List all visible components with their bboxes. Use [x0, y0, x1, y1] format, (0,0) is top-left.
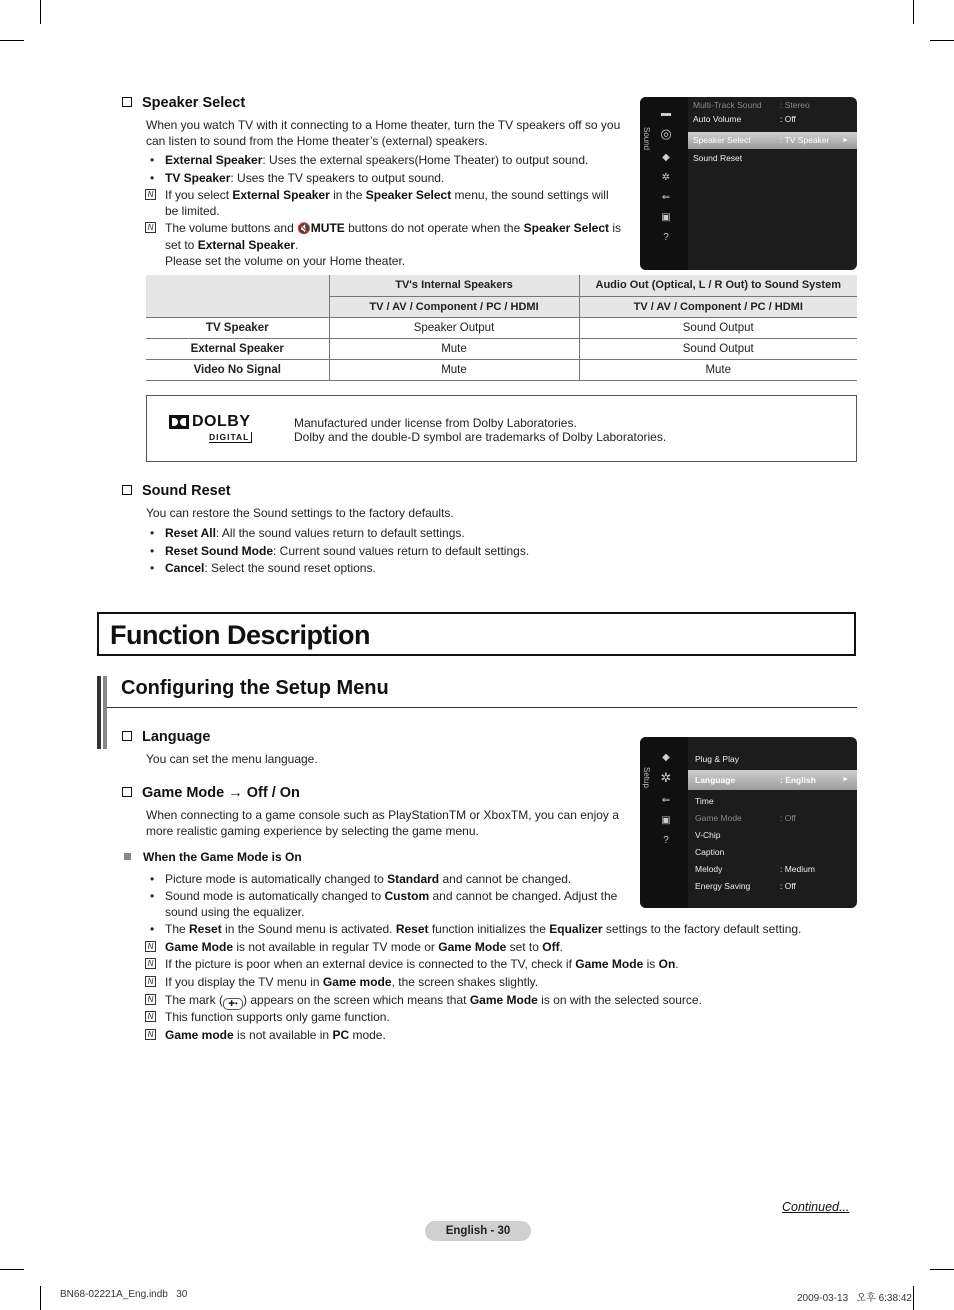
- application-icon: ▣: [661, 815, 671, 826]
- menu-row: Caption: [695, 847, 725, 857]
- note: N If you select External Speaker in the Speaker Select menu, the sound settings will be limited.: [165, 187, 635, 219]
- channel-icon: ◆: [662, 152, 670, 163]
- menu-side-label: Sound: [642, 127, 651, 151]
- list-item: • The Reset in the Sound menu is activated. Reset function initializes the Equalizer settings to the factory default setting.: [150, 922, 802, 936]
- page-title: Function Description: [110, 620, 370, 650]
- menu-row: Multi-Track Sound : Stereo: [693, 100, 810, 110]
- table-row: [146, 359, 857, 380]
- note-icon: N: [145, 1011, 156, 1022]
- section-bar: [103, 676, 107, 749]
- dolby-license-box: [146, 395, 857, 462]
- menu-row: Time: [695, 796, 714, 806]
- crop-mark: [0, 1269, 24, 1270]
- game-mode-intro: When connecting to a game console such as PlayStationTM or XboxTM, you can enjoy a more realistic gaming experience by selecting the game menu.: [146, 808, 619, 838]
- list-item: • Reset Sound Mode: Current sound values return to default settings.: [150, 544, 530, 558]
- mute-icon: 🔇: [297, 223, 311, 235]
- input-icon: ⇐: [661, 795, 671, 806]
- checkbox-icon: [122, 787, 132, 797]
- table-cell: Mute: [579, 359, 857, 380]
- note-icon: N: [145, 189, 156, 200]
- support-icon: ?: [663, 835, 669, 846]
- dolby-logo: [169, 413, 263, 443]
- checkbox-icon: [122, 485, 132, 495]
- section-underline: [107, 707, 857, 708]
- list-item: • Reset All: All the sound values return to default settings.: [150, 526, 465, 540]
- menu-sidebar: [640, 97, 688, 270]
- note-icon: N: [145, 1029, 156, 1040]
- crop-mark: [40, 1286, 41, 1310]
- menu-row-selected: Language : English ►: [688, 770, 857, 790]
- picture-icon: ▬: [661, 108, 671, 119]
- setup-icon: ✲: [660, 770, 672, 785]
- speaker-output-table: [146, 275, 857, 381]
- double-d-icon: [169, 415, 189, 429]
- crop-mark: [40, 0, 41, 24]
- game-mode-heading: Game Mode → Off / On: [122, 785, 300, 801]
- crop-mark: [930, 1269, 954, 1270]
- sound-reset-heading: Sound Reset: [122, 483, 231, 499]
- list-item: • TV Speaker: Uses the TV speakers to output sound.: [150, 171, 445, 185]
- arrow-right-icon: ►: [842, 776, 849, 783]
- note-icon: N: [145, 941, 156, 952]
- menu-row: Game Mode : Off: [695, 813, 796, 823]
- footer-file-info: BN68-02221A_Eng.indb 30: [60, 1289, 188, 1300]
- menu-row: Melody : Medium: [695, 864, 815, 874]
- note: N Game Mode is not available in regular TV mode or Game Mode set to Off.: [165, 939, 563, 955]
- menu-row: Plug & Play: [695, 754, 739, 764]
- table-row: [146, 317, 857, 338]
- dolby-logo-sub: DIGITAL: [209, 432, 252, 443]
- note: N Game mode is not available in PC mode.: [165, 1027, 386, 1043]
- speaker-select-intro: When you watch TV with it connecting to a Home theater, turn the TV speakers off so you can listen to sound from the Home theater’s (external) speakers.: [146, 118, 621, 148]
- dolby-logo-word: DOLBY: [192, 413, 251, 430]
- menu-row: Sound Reset: [693, 153, 743, 163]
- list-item: • External Speaker: Uses the external speakers(Home Theater) to output sound.: [150, 153, 589, 167]
- note-icon: N: [145, 976, 156, 987]
- game-mode-subheading: When the Game Mode is On: [124, 850, 302, 864]
- note: N This function supports only game function.: [165, 1009, 390, 1025]
- sound-reset-intro: You can restore the Sound settings to the factory defaults.: [146, 506, 454, 520]
- gamepad-icon: ✚•: [223, 998, 243, 1010]
- note: N The volume buttons and 🔇MUTE buttons do not operate when the Speaker Select is set to External Speaker. Please set the volume on your Home theater.: [165, 220, 635, 269]
- channel-icon: ◆: [662, 752, 670, 763]
- application-icon: ▣: [661, 212, 671, 223]
- setup-menu-screenshot: [640, 737, 857, 908]
- note: N The mark ( ✚• ) appears on the screen which means that Game Mode is on with the selected source.: [165, 992, 702, 1010]
- setup-icon: ✲: [661, 172, 671, 183]
- menu-sidebar: [640, 737, 688, 908]
- checkbox-icon: [122, 97, 132, 107]
- note-icon: N: [145, 994, 156, 1005]
- table-cell: Mute: [329, 338, 579, 359]
- menu-row: Auto Volume : Off: [693, 114, 796, 124]
- page-number: English - 30: [425, 1221, 531, 1241]
- footer-timestamp: 2009-03-13 오후 6:38:42: [797, 1293, 912, 1304]
- table-cell: Sound Output: [579, 338, 857, 359]
- section-title: Configuring the Setup Menu: [121, 677, 389, 699]
- list-item: • Cancel: Select the sound reset options.: [150, 561, 376, 575]
- square-bullet-icon: [124, 853, 131, 860]
- crop-mark: [0, 40, 24, 41]
- table-row-label: External Speaker: [146, 338, 329, 359]
- table-header: Audio Out (Optical, L / R Out) to Sound System: [579, 275, 857, 296]
- sound-icon: ◎: [660, 126, 672, 141]
- list-item: • Sound mode is automatically changed to Custom and cannot be changed. Adjust the sound using the equalizer.: [150, 889, 618, 919]
- table-row: [146, 338, 857, 359]
- support-icon: ?: [663, 232, 669, 243]
- table-row-label: TV Speaker: [146, 317, 329, 338]
- note-icon: N: [145, 222, 156, 233]
- note-icon: N: [145, 958, 156, 969]
- table-header: TV's Internal Speakers: [329, 275, 579, 296]
- sound-menu-screenshot: [640, 97, 857, 270]
- table-cell: Speaker Output: [329, 317, 579, 338]
- page-title-box: [97, 612, 856, 656]
- table-corner: [146, 275, 329, 317]
- checkbox-icon: [122, 731, 132, 741]
- speaker-select-heading: Speaker Select: [122, 95, 245, 111]
- input-icon: ⇐: [661, 192, 671, 203]
- table-row-label: Video No Signal: [146, 359, 329, 380]
- continued-link: Continued...: [782, 1200, 850, 1214]
- menu-row-selected: Speaker Select : TV Speaker ►: [688, 132, 857, 149]
- note: N If you display the TV menu in Game mode, the screen shakes slightly.: [165, 974, 538, 990]
- note: N If the picture is poor when an external device is connected to the TV, check if Game Mode is On.: [165, 956, 679, 972]
- language-text: You can set the menu language.: [146, 752, 318, 766]
- crop-mark: [913, 1286, 914, 1310]
- table-subheader: TV / AV / Component / PC / HDMI: [579, 296, 857, 317]
- arrow-right-icon: ►: [842, 137, 849, 144]
- crop-mark: [913, 0, 914, 24]
- menu-side-label: Setup: [642, 767, 651, 788]
- table-subheader: TV / AV / Component / PC / HDMI: [329, 296, 579, 317]
- table-cell: Sound Output: [579, 317, 857, 338]
- menu-row: Energy Saving : Off: [695, 881, 796, 891]
- crop-mark: [930, 40, 954, 41]
- section-bar: [97, 676, 101, 749]
- language-heading: Language: [122, 729, 210, 745]
- list-item: • Picture mode is automatically changed to Standard and cannot be changed.: [150, 872, 572, 886]
- table-cell: Mute: [329, 359, 579, 380]
- menu-row: V-Chip: [695, 830, 721, 840]
- dolby-text: Manufactured under license from Dolby Laboratories. Dolby and the double-D symbol are trademarks of Dolby Laboratories.: [294, 416, 667, 444]
